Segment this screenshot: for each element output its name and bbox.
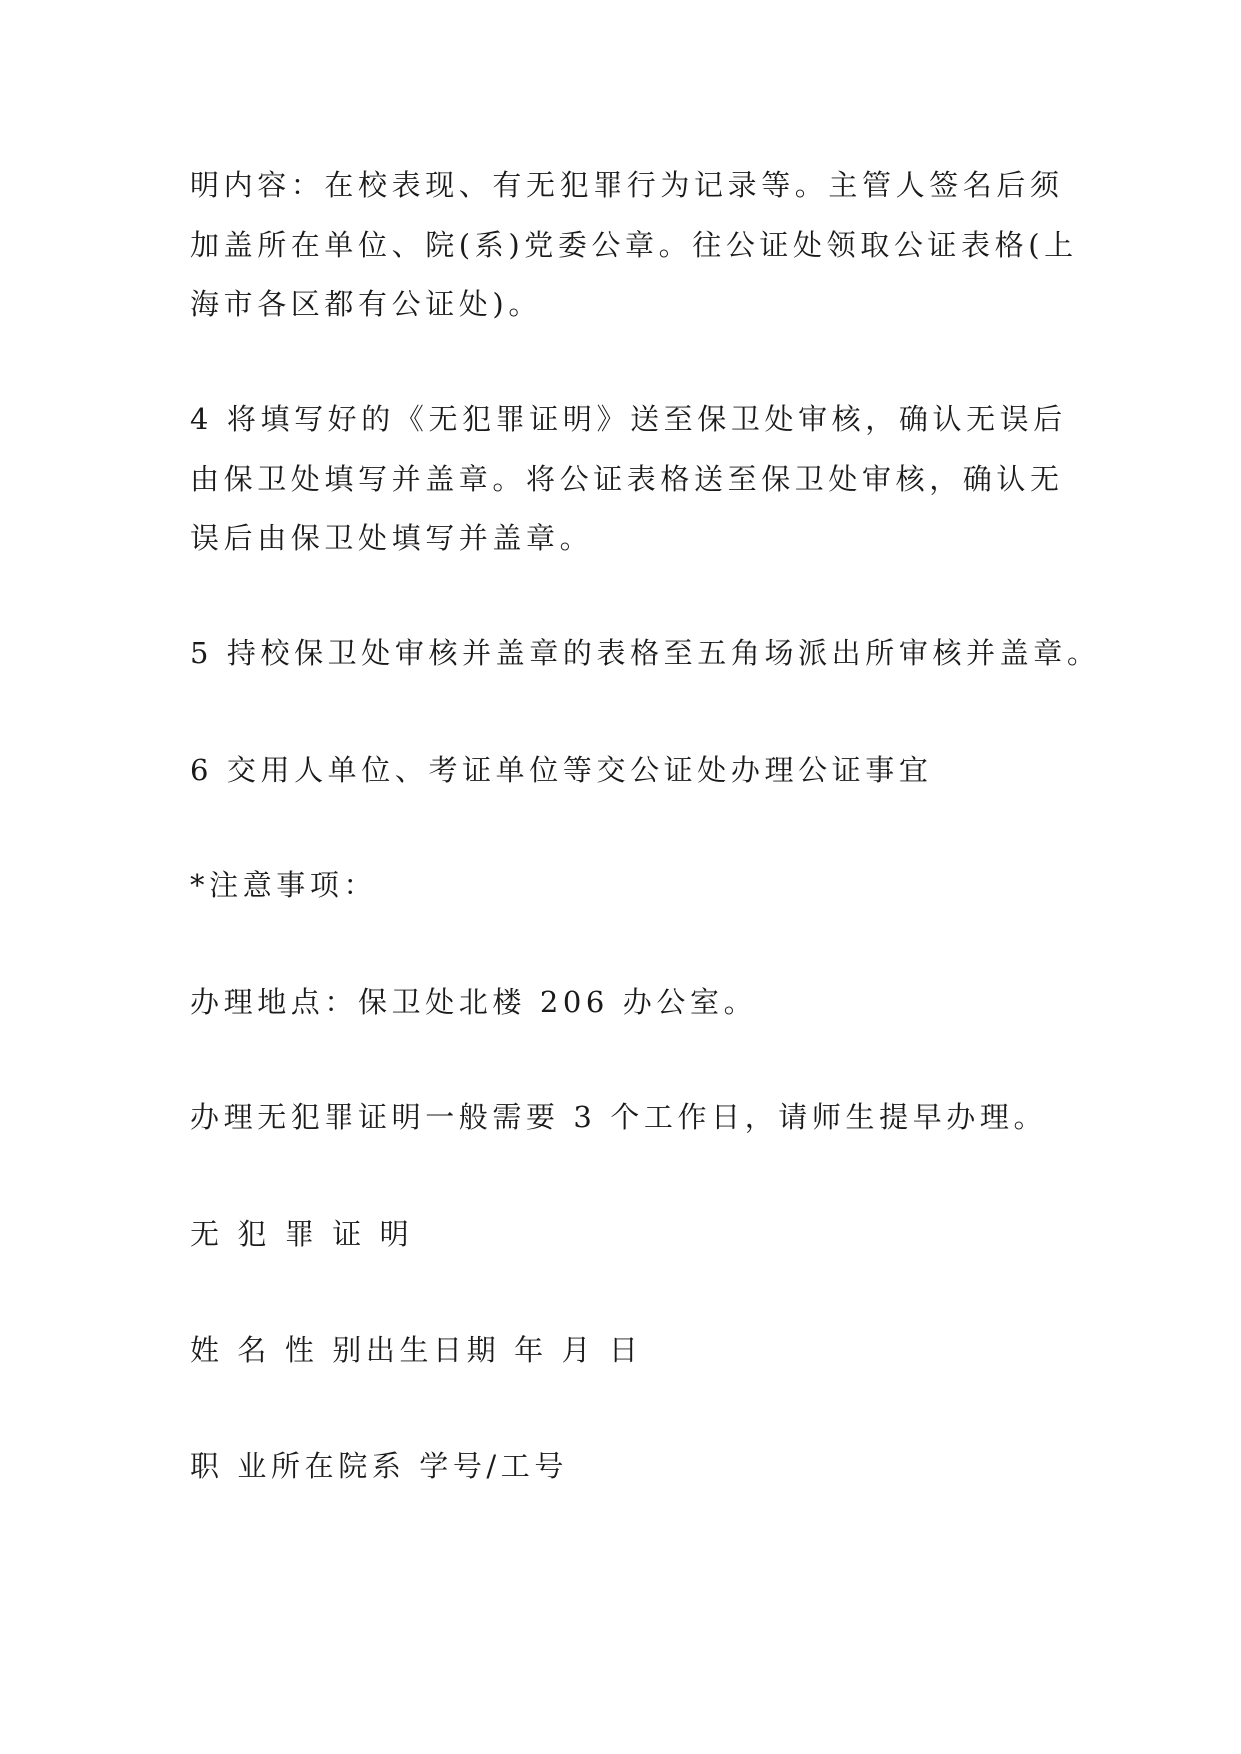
step-4-line: 4 将填写好的《无犯罪证明》送至保卫处审核，确认无误后 [190, 402, 1067, 436]
form-row-occupation: 职 业所在院系 学号/工号 [190, 1449, 569, 1483]
step-4-line: 由保卫处填写并盖章。将公证表格送至保卫处审核，确认无 [190, 462, 1064, 496]
duration-text: 办理无犯罪证明一般需要 3 个工作日，请师生提早办理。 [190, 1100, 1048, 1134]
location-text: 办理地点：保卫处北楼 206 办公室。 [190, 985, 758, 1019]
notes-heading: *注意事项： [190, 868, 378, 902]
form-title: 无 犯 罪 证 明 [190, 1217, 414, 1251]
step-5-text: 5 持校保卫处审核并盖章的表格至五角场派出所审核并盖章。 [190, 636, 1101, 670]
paragraph-line: 加盖所在单位、院(系)党委公章。往公证处领取公证表格(上 [190, 228, 1078, 262]
step-6-text: 6 交用人单位、考证单位等交公证处办理公证事宜 [190, 753, 933, 787]
paragraph-line: 明内容：在校表现、有无犯罪行为记录等。主管人签名后须 [190, 168, 1064, 202]
form-row-personal: 姓 名 性 别出生日期 年 月 日 [190, 1333, 643, 1367]
paragraph-line: 海市各区都有公证处)。 [190, 287, 542, 321]
step-4-line: 误后由保卫处填写并盖章。 [190, 521, 594, 555]
